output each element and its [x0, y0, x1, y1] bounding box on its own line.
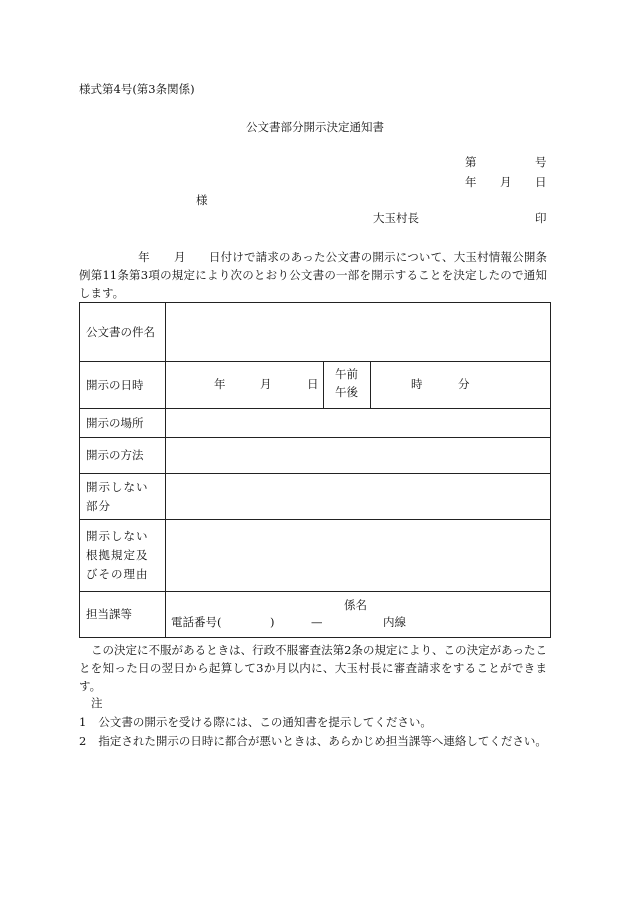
row-subject	[80, 303, 551, 362]
note-item	[79, 716, 432, 730]
row-place	[80, 409, 551, 438]
date-month: 月	[500, 175, 512, 189]
note-number: 1	[79, 715, 87, 729]
contact-dash: —	[311, 615, 323, 629]
addressee-suffix: 様	[196, 193, 208, 207]
label-undisclosed: 開示しない部分	[80, 474, 166, 520]
label-contact: 担当課等	[80, 592, 166, 638]
row-datetime	[80, 362, 551, 409]
appeal-paragraph	[79, 641, 547, 695]
row-undisclosed	[80, 474, 551, 520]
value-ampm[interactable]	[324, 362, 371, 409]
row-contact	[80, 592, 551, 638]
note-text: 指定された開示の日時に都合が悪いときは、あらかじめ担当課等へ連絡してください。	[98, 734, 547, 748]
dt-pm: 午後	[335, 385, 358, 399]
intro-month: 月	[173, 250, 186, 264]
dt-year: 年	[214, 377, 226, 391]
value-method[interactable]	[166, 438, 551, 474]
info-table	[79, 302, 551, 638]
label-subject: 公文書の件名	[80, 303, 166, 362]
dt-hour: 時	[411, 377, 423, 391]
doc-number-suffix: 号	[535, 155, 547, 169]
intro-year: 年	[138, 250, 150, 264]
value-date[interactable]	[166, 362, 324, 409]
dt-month: 月	[260, 377, 272, 391]
contact-phone-label: 電話番号(	[171, 615, 222, 629]
note-text: 公文書の開示を受ける際には、この通知書を提示してください。	[98, 715, 432, 729]
value-undisclosed[interactable]	[166, 474, 551, 520]
form-code: 様式第4号(第3条関係)	[79, 82, 195, 96]
contact-person: 係名	[344, 598, 367, 612]
label-method: 開示の方法	[80, 438, 166, 474]
dt-minute: 分	[458, 377, 470, 391]
sender-name: 大玉村長	[373, 211, 419, 225]
value-time[interactable]	[371, 362, 551, 409]
seal-mark: 印	[535, 211, 547, 225]
value-reason[interactable]	[166, 520, 551, 592]
contact-phone-close: )	[270, 615, 275, 629]
document-title: 公文書部分開示決定通知書	[246, 120, 384, 134]
label-datetime: 開示の日時	[80, 362, 166, 409]
note-item	[79, 735, 547, 749]
label-place: 開示の場所	[80, 409, 166, 438]
intro-text: 日付けで請求のあった公文書の開示について、大玉村情報公開条例第11条第3項の規定により次のとおり公文書の一部を開示することを決定したので通知します。	[79, 250, 548, 300]
value-place[interactable]	[166, 409, 551, 438]
date-year: 年	[465, 175, 477, 189]
value-subject[interactable]	[166, 303, 551, 362]
value-contact[interactable]	[166, 592, 551, 638]
row-method	[80, 438, 551, 474]
intro-paragraph	[79, 248, 547, 302]
dt-day: 日	[307, 377, 319, 391]
doc-number-prefix: 第	[465, 155, 477, 169]
label-reason: 開示しない根拠規定及びその理由	[80, 520, 166, 592]
row-reason	[80, 520, 551, 592]
dt-am: 午前	[335, 367, 358, 381]
notes-heading: 注	[91, 696, 103, 710]
appeal-text: この決定に不服があるときは、行政不服審査法第2条の規定により、この決定があったことを知った日の翌日から起算して3か月以内に、大玉村長に審査請求をすることができます。	[79, 643, 547, 693]
contact-extension: 内線	[383, 615, 406, 629]
date-day: 日	[535, 175, 547, 189]
note-number: 2	[79, 734, 87, 748]
